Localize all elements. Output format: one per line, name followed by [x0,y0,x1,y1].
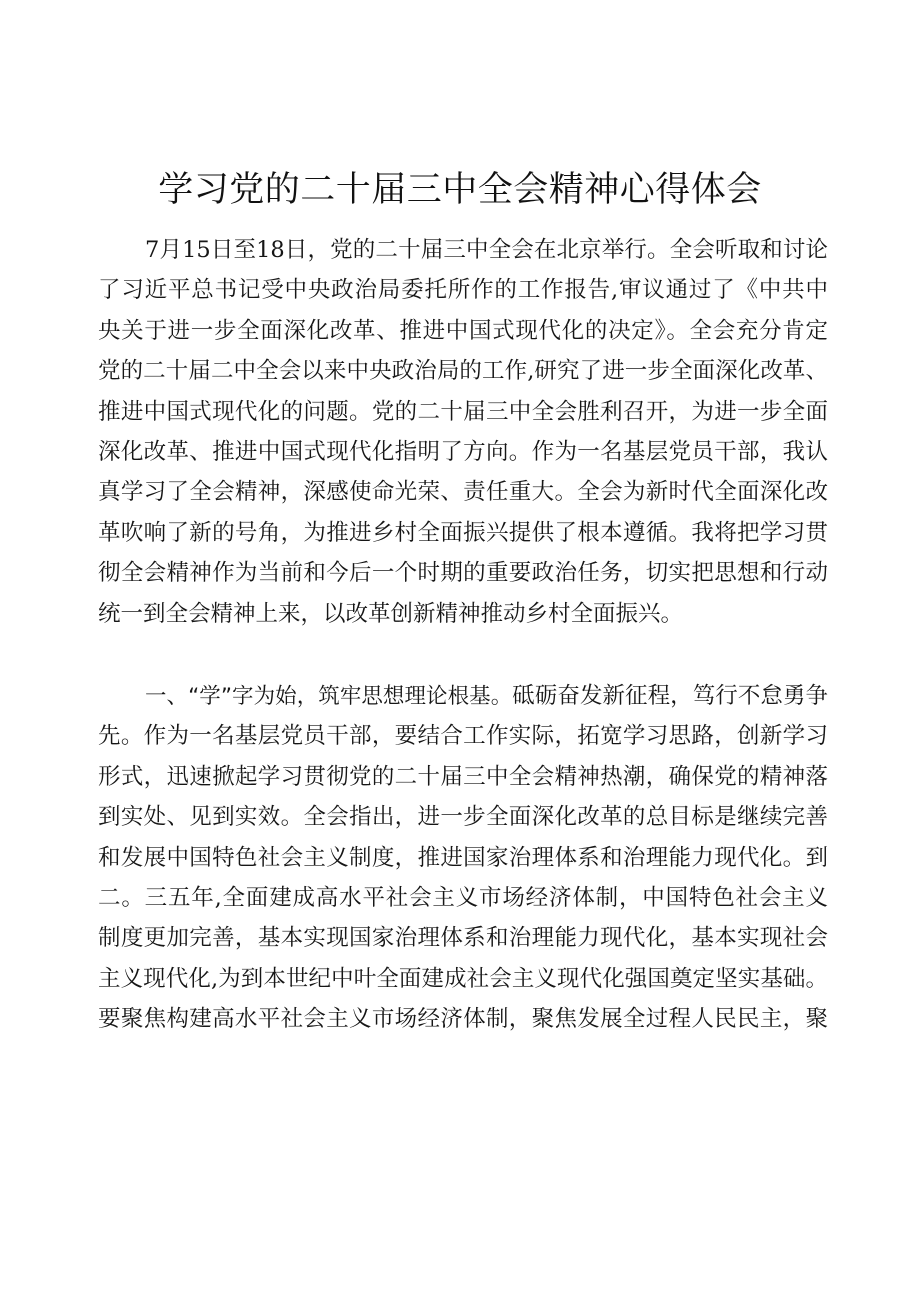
paragraph-line: 革吹响了新的号角，为推进乡村全面振兴提供了根本遵循。我将把学习贯 [98,519,828,546]
section-heading-continuation: 砥砺奋发新征程，笃行不怠勇争 [512,683,828,709]
paragraph-line: 二。三五年,全面建成高水平社会主义市场经济体制，中国特色社会主义 [98,884,828,911]
paragraph-line: 和发展中国特色社会主义制度，推进国家治理体系和治理能力现代化。到 [98,844,828,871]
paragraph-section-one [98,676,828,1040]
paragraph-line: 深化改革、推进中国式现代化指明了方向。作为一名基层党员干部，我认 [98,438,828,465]
paragraph-line: 要聚焦构建高水平社会主义市场经济体制，聚焦发展全过程人民民主，聚 [98,1006,828,1033]
section-heading: 一、“学”字为始，筑牢思想理论根基。 [145,684,513,709]
paragraph-line: 到实处、见到实效。全会指出，进一步全面深化改革的总目标是继续完善 [98,804,828,831]
paragraph-line: 彻全会精神作为当前和今后一个时期的重要政治任务，切实把思想和行动 [98,560,828,587]
paragraph-line: 党的二十届二中全会以来中央政治局的工作,研究了进一步全面深化改革、 [98,358,828,385]
paragraph-line: 形式，迅速掀起学习贯彻党的二十届三中全会精神热潮，确保党的精神落 [98,763,828,790]
paragraph-line: 推进中国式现代化的问题。党的二十届三中全会胜利召开，为进一步全面 [98,398,828,425]
paragraph-line: 真学习了全会精神，深感使命光荣、责任重大。全会为新时代全面深化改 [98,479,828,506]
paragraph-line: 统一到全会精神上来，以改革创新精神推动乡村全面振兴。 [98,600,684,627]
paragraph-line [98,676,828,716]
paragraph-line: 7月15日至18日，党的二十届三中全会在北京举行。全会听取和讨论 [145,237,828,263]
paragraph-line: 先。作为一名基层党员干部，要结合工作实际，拓宽学习思路，创新学习 [98,723,828,750]
paragraph-line: 央关于进一步全面深化改革、推进中国式现代化的决定》。全会充分肯定 [98,317,828,344]
document-title: 学习党的二十届三中全会精神心得体会 [158,170,762,210]
paragraph-line: 了习近平总书记受中央政治局委托所作的工作报告,审议通过了《中共中 [98,277,828,304]
paragraph-line: 主义现代化,为到本世纪中叶全面建成社会主义现代化强国奠定坚实基础。 [98,965,828,992]
paragraph-intro [98,230,828,634]
paragraph-line: 制度更加完善，基本实现国家治理体系和治理能力现代化，基本实现社会 [98,925,828,952]
